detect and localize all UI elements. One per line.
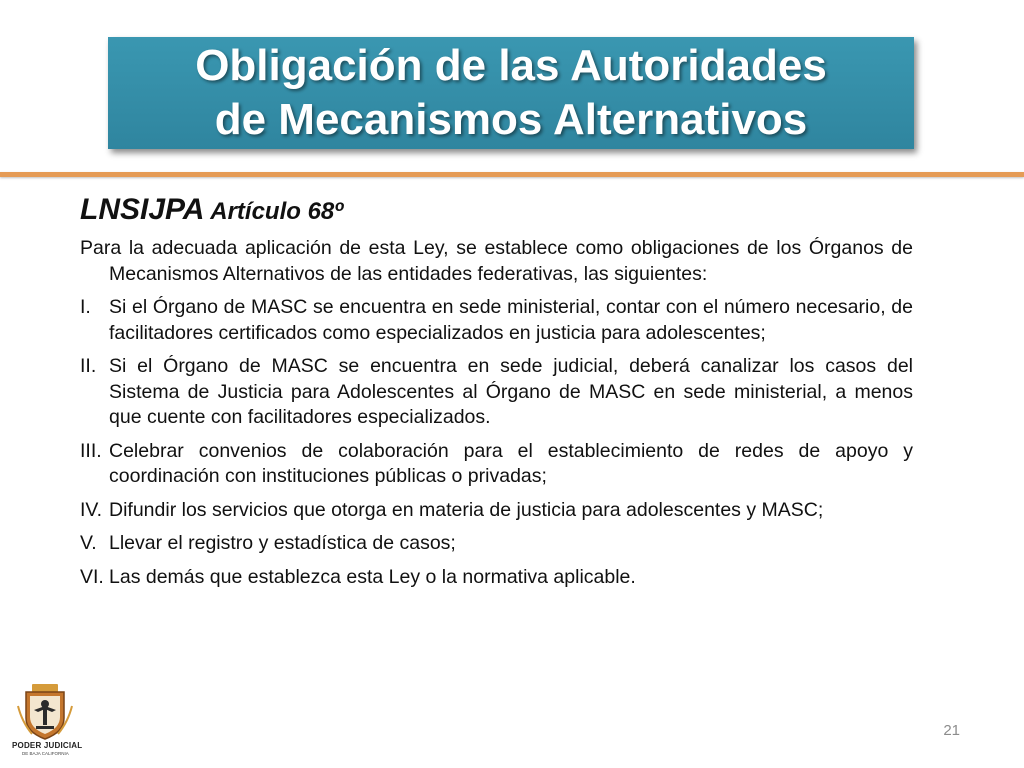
intro-paragraph: Para la adecuada aplicación de esta Ley, se establece como obligaciones de los Órganos de Mecanismos Alternativos de las entidades federativas, las siguientes: xyxy=(80,237,913,285)
law-name: LNSIJPA xyxy=(80,193,205,226)
title-divider xyxy=(0,172,1024,177)
list-item xyxy=(80,354,913,431)
list-item-number: VI. xyxy=(80,565,104,588)
slide-title-box xyxy=(108,37,914,149)
list-item xyxy=(80,531,913,557)
law-article-heading xyxy=(80,190,913,230)
list-item-text: Difundir los servicios que otorga en materia de justicia para adolescentes y MASC; xyxy=(109,498,824,521)
list-item-number: I. xyxy=(80,296,91,318)
list-item-number: IV. xyxy=(80,498,103,521)
slide-title-line-2: de Mecanismos Alternativos xyxy=(214,95,808,144)
list-item-text: Las demás que establezca esta Ley o la normativa aplicable. xyxy=(109,565,636,588)
list-item-text: Celebrar convenios de colaboración para el establecimiento de redes de apoyo y coordinación con instituciones públicas o privadas; xyxy=(109,439,913,487)
list-item-text: Si el Órgano de MASC se encuentra en sede judicial, deberá canalizar los casos del Sistema de Justicia para Adolescentes al Órgano de MASC en sede ministerial, a menos que cuente con facilitadores especializados. xyxy=(109,355,913,428)
logo-subtitle: DE BAJA CALIFORNIA xyxy=(22,751,69,756)
list-item-text: Si el Órgano de MASC se encuentra en sede ministerial, contar con el número necesario, de facilitadores certificados como especializados en justicia para adolescentes; xyxy=(109,296,913,344)
slide-title-line-1: Obligación de las Autoridades xyxy=(195,41,827,90)
list-item xyxy=(80,295,913,346)
list-item-text: Llevar el registro y estadística de casos; xyxy=(109,532,456,554)
slide-body xyxy=(80,190,913,598)
list-item xyxy=(80,565,913,591)
page-number: 21 xyxy=(943,722,960,739)
list-item-number: III. xyxy=(80,439,102,462)
article-number: Artículo 68º xyxy=(204,198,344,225)
logo-name: PODER JUDICIAL xyxy=(12,741,83,750)
list-item xyxy=(80,439,913,490)
list-item xyxy=(80,498,913,524)
list-item-number: V. xyxy=(80,532,97,554)
list-item-number: II. xyxy=(80,355,97,377)
